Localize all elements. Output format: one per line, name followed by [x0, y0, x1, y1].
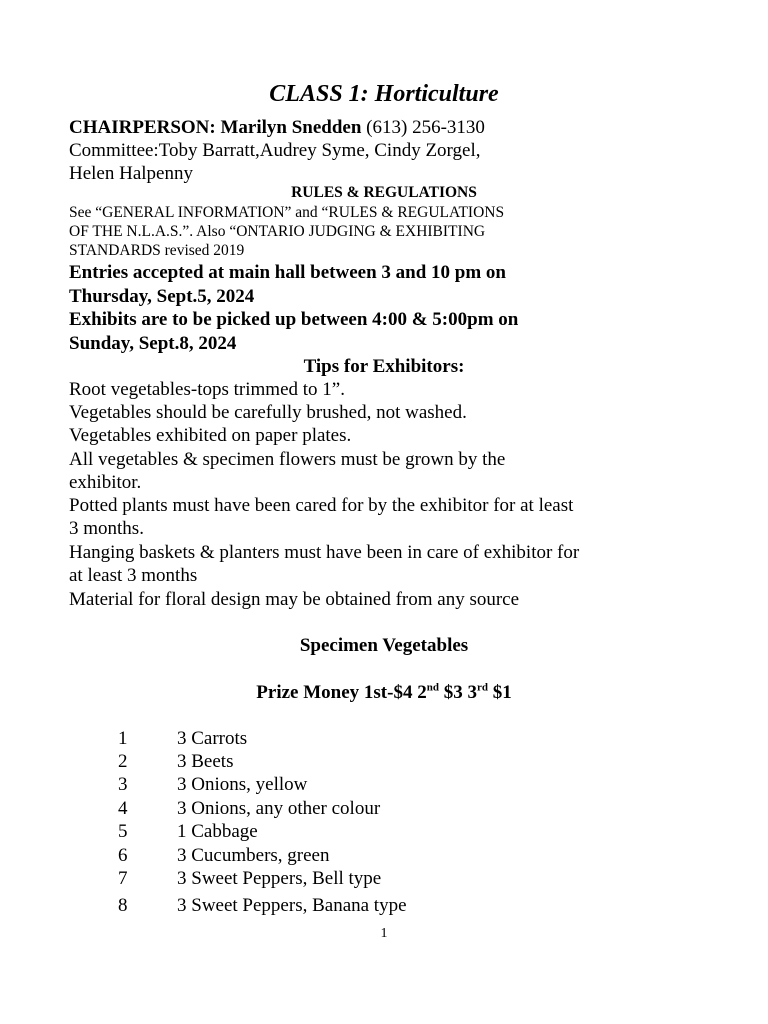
page-number: 1: [380, 926, 388, 941]
rules-line-3: STANDARDS revised 2019: [69, 242, 245, 259]
item-number: 3: [118, 774, 128, 795]
committee-line-2: Helen Halpenny: [69, 163, 193, 184]
pickup-line-1: Exhibits are to be picked up between 4:00 & 5:00pm on: [69, 309, 519, 330]
tip-line: exhibitor.: [69, 472, 142, 493]
prize-second: $3 3: [438, 682, 477, 703]
tip-line: Vegetables should be carefully brushed, not washed.: [69, 402, 467, 423]
chairperson-line: [69, 116, 485, 139]
item-number: 4: [118, 798, 128, 819]
tip-line: Vegetables exhibited on paper plates.: [69, 425, 352, 446]
item-description: 3 Beets: [177, 751, 234, 772]
rules-line-2: OF THE N.L.A.S.”. Also “ONTARIO JUDGING & EXHIBITING: [69, 223, 486, 240]
tip-line: 3 months.: [69, 518, 144, 539]
item-number: 1: [118, 728, 128, 749]
item-description: 3 Carrots: [177, 728, 248, 749]
rules-line-1: See “GENERAL INFORMATION” and “RULES & REGULATIONS: [69, 204, 505, 221]
chairperson-name: CHAIRPERSON: Marilyn Snedden: [69, 117, 362, 138]
rules-heading: RULES & REGULATIONS: [291, 184, 477, 201]
item-description: 3 Cucumbers, green: [177, 845, 330, 866]
item-number: 7: [118, 868, 128, 889]
tip-line: Potted plants must have been cared for by the exhibitor for at least: [69, 495, 574, 516]
prize-first: Prize Money 1st-$4 2: [256, 682, 427, 703]
tips-heading: Tips for Exhibitors:: [303, 356, 465, 377]
committee-line-1: Committee:Toby Barratt,Audrey Syme, Cindy Zorgel,: [69, 140, 481, 161]
item-number: 8: [118, 895, 128, 916]
tip-line: at least 3 months: [69, 565, 198, 586]
item-description: 1 Cabbage: [177, 821, 258, 842]
entries-line-2: Thursday, Sept.5, 2024: [69, 286, 255, 307]
tip-line: Material for floral design may be obtained from any source: [69, 589, 520, 610]
item-number: 2: [118, 751, 128, 772]
prize-money-line: [0, 681, 768, 704]
tip-line: Root vegetables-tops trimmed to 1”.: [69, 379, 345, 400]
item-description: 3 Sweet Peppers, Bell type: [177, 868, 382, 889]
item-description: 3 Onions, yellow: [177, 774, 308, 795]
item-number: 5: [118, 821, 128, 842]
chairperson-phone: (613) 256-3130: [361, 117, 485, 138]
prize-third-sup: rd: [476, 681, 488, 694]
pickup-line-2: Sunday, Sept.8, 2024: [69, 333, 237, 354]
tip-line: Hanging baskets & planters must have been in care of exhibitor for: [69, 542, 580, 563]
item-description: 3 Onions, any other colour: [177, 798, 381, 819]
item-description: 3 Sweet Peppers, Banana type: [177, 895, 407, 916]
item-number: 6: [118, 845, 128, 866]
entries-line-1: Entries accepted at main hall between 3 and 10 pm on: [69, 262, 506, 283]
prize-third: $1: [487, 682, 512, 703]
page-title: CLASS 1: Horticulture: [269, 81, 499, 107]
tip-line: All vegetables & specimen flowers must be grown by the: [69, 449, 506, 470]
section-heading: Specimen Vegetables: [299, 635, 469, 656]
prize-second-sup: nd: [426, 681, 439, 694]
